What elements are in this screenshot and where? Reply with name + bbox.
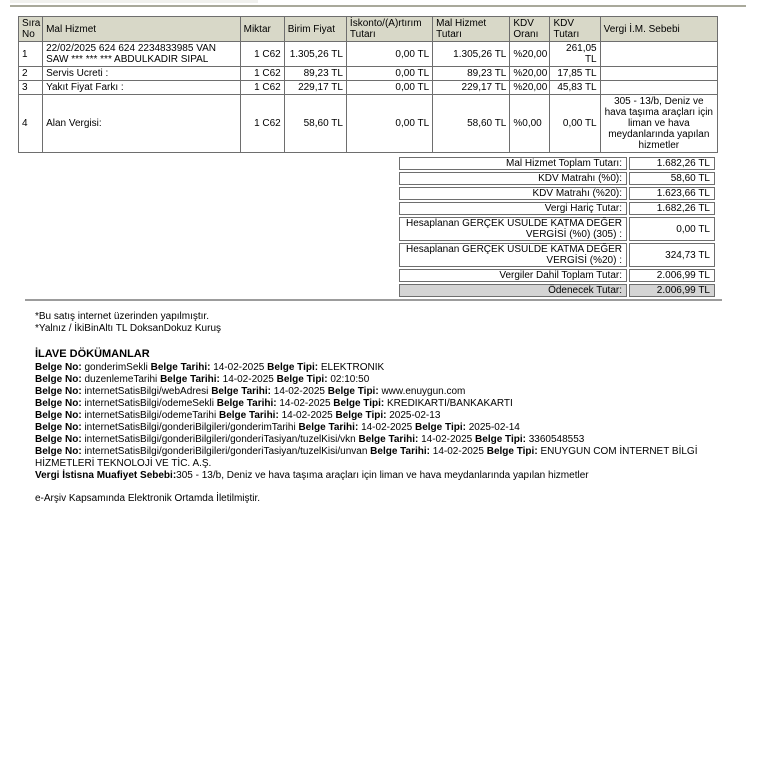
earsiv-footer-note: e-Arşiv Kapsamında Elektronik Ortamda İletilmiştir.	[35, 493, 261, 504]
line-items-table	[18, 16, 718, 153]
item-discount: 0,00 TL	[346, 67, 432, 81]
belge-tipi-label: Belge Tipi:	[415, 422, 466, 433]
belge-no-value: internetSatisBilgi/gonderiBilgileri/gonderiTasiyan/tuzelKisi/vkn	[84, 434, 356, 445]
item-discount: 0,00 TL	[346, 42, 432, 67]
belge-tarihi-value: 14-02-2025	[421, 434, 473, 445]
item-exemption-reason	[600, 67, 717, 81]
col-header-mal-hizmet-tutari: Mal Hizmet Tutarı	[433, 17, 510, 42]
col-header-vergi-im-sebebi: Vergi İ.M. Sebebi	[600, 17, 717, 42]
tax-exemption-label: Vergi İstisna Muafiyet Sebebi:	[35, 470, 177, 481]
belge-tarihi-value: 14-02-2025	[279, 398, 331, 409]
document-entry	[35, 434, 737, 446]
totals-table	[397, 155, 717, 299]
belge-tipi-value: 3360548553	[528, 434, 585, 445]
total-value: 1.682,26 TL	[629, 202, 715, 215]
item-no: 4	[19, 95, 43, 153]
document-entry	[35, 362, 737, 374]
belge-tarihi-value: 14-02-2025	[213, 362, 265, 373]
belge-tipi-label: Belge Tipi:	[486, 446, 538, 457]
total-value: 58,60 TL	[629, 172, 715, 185]
belge-tipi-label: Belge Tipi:	[333, 398, 385, 409]
total-label: Hesaplanan GERÇEK USULDE KATMA DEĞER VERGİSİ (%20) :	[399, 243, 627, 267]
belge-no-label: Belge No:	[35, 386, 82, 397]
belge-tipi-label: Belge Tipi:	[327, 386, 379, 397]
total-value: 2.006,99 TL	[629, 284, 715, 297]
item-name: Servis Ucreti :	[43, 67, 241, 81]
item-no: 3	[19, 81, 43, 95]
belge-tipi-value: 02:10:50	[330, 374, 370, 385]
item-amount: 1.305,26 TL	[433, 42, 510, 67]
belge-no-value: duzenlemeTarihi	[84, 374, 158, 385]
total-label: Vergiler Dahil Toplam Tutar:	[399, 269, 627, 282]
totals-row-vergi-haric	[399, 202, 715, 215]
belge-tipi-value: www.enuygun.com	[381, 386, 466, 397]
total-label: Vergi Hariç Tutar:	[399, 202, 627, 215]
item-name: Yakıt Fiyat Farkı :	[43, 81, 241, 95]
note-internet-sale: *Bu satış internet üzerinden yapılmıştır.	[35, 311, 209, 322]
document-entry	[35, 386, 737, 398]
belge-no-label: Belge No:	[35, 422, 82, 433]
total-value: 1.682,26 TL	[629, 157, 715, 170]
belge-tarihi-value: 14-02-2025	[361, 422, 413, 433]
item-amount: 89,23 TL	[433, 67, 510, 81]
note-amount-in-words: *Yalnız / İkiBinAltı TL DoksanDokuz Kuruş	[35, 323, 222, 334]
item-discount: 0,00 TL	[346, 95, 432, 153]
item-qty: 1 C62	[240, 42, 284, 67]
total-value: 0,00 TL	[629, 217, 715, 241]
belge-tipi-value: 2025-02-13	[389, 410, 441, 421]
belge-no-value: internetSatisBilgi/odemeTarihi	[84, 410, 217, 421]
totals-row-kdv-0	[399, 217, 715, 241]
table-row	[19, 42, 718, 67]
tax-exemption-text: 305 - 13/b, Deniz ve hava taşıma araçları için liman ve hava meydanlarında yapılan hizmetler	[176, 470, 589, 481]
table-row	[19, 67, 718, 81]
col-header-iskonto: İskonto/(A)rtırım Tutarı	[346, 17, 432, 42]
item-exemption-reason	[600, 81, 717, 95]
belge-no-label: Belge No:	[35, 434, 82, 445]
totals-row-vergiler-dahil	[399, 269, 715, 282]
belge-tarihi-label: Belge Tarihi:	[370, 446, 430, 457]
belge-tarihi-label: Belge Tarihi:	[298, 422, 359, 433]
item-vat-rate: %0,00	[510, 95, 550, 153]
total-value: 2.006,99 TL	[629, 269, 715, 282]
item-no: 1	[19, 42, 43, 67]
belge-no-label: Belge No:	[35, 398, 82, 409]
item-vat-rate: %20,00	[510, 42, 550, 67]
item-exemption-reason: 305 - 13/b, Deniz ve hava taşıma araçları için liman ve hava meydanlarında yapılan hizmetler	[600, 95, 717, 153]
totals-row-kdv-matrahi-20	[399, 187, 715, 200]
belge-tarihi-label: Belge Tarihi:	[218, 410, 279, 421]
belge-tarihi-label: Belge Tarihi:	[150, 362, 211, 373]
item-vat-amount: 0,00 TL	[550, 95, 600, 153]
belge-tipi-label: Belge Tipi:	[267, 362, 319, 373]
item-qty: 1 C62	[240, 67, 284, 81]
top-divider-line	[10, 5, 746, 7]
belge-tarihi-value: 14-02-2025	[273, 386, 325, 397]
total-label: Ödenecek Tutar:	[399, 284, 627, 297]
belge-no-value: internetSatisBilgi/odemeSekli	[84, 398, 214, 409]
totals-row-kdv-20	[399, 243, 715, 267]
col-header-kdv-tutari: KDV Tutarı	[550, 17, 600, 42]
belge-no-value: internetSatisBilgi/gonderiBilgileri/gonderiTasiyan/tuzelKisi/unvan	[84, 446, 368, 457]
item-qty: 1 C62	[240, 95, 284, 153]
item-vat-rate: %20,00	[510, 67, 550, 81]
document-entry	[35, 374, 737, 386]
col-header-sira-no: Sıra No	[19, 17, 43, 42]
document-entry	[35, 446, 737, 470]
item-unit-price: 89,23 TL	[284, 67, 346, 81]
belge-no-label: Belge No:	[35, 446, 82, 457]
belge-tarihi-label: Belge Tarihi:	[358, 434, 419, 445]
belge-tipi-label: Belge Tipi:	[335, 410, 387, 421]
total-label: Mal Hizmet Toplam Tutarı:	[399, 157, 627, 170]
item-vat-rate: %20,00	[510, 81, 550, 95]
belge-no-value: internetSatisBilgi/webAdresi	[84, 386, 209, 397]
item-amount: 58,60 TL	[433, 95, 510, 153]
col-header-mal-hizmet: Mal Hizmet	[43, 17, 241, 42]
belge-no-label: Belge No:	[35, 362, 82, 373]
belge-tarihi-label: Belge Tarihi:	[211, 386, 272, 397]
belge-tarihi-value: 14-02-2025	[281, 410, 333, 421]
section-divider-line	[25, 299, 722, 301]
item-name: Alan Vergisi:	[43, 95, 241, 153]
total-value: 1.623,66 TL	[629, 187, 715, 200]
additional-documents-title: İLAVE DÖKÜMANLAR	[35, 348, 150, 360]
item-amount: 229,17 TL	[433, 81, 510, 95]
item-exemption-reason	[600, 42, 717, 67]
item-vat-amount: 261,05 TL	[550, 42, 600, 67]
belge-no-label: Belge No:	[35, 410, 82, 421]
additional-documents-section	[35, 348, 737, 482]
item-discount: 0,00 TL	[346, 81, 432, 95]
belge-tarihi-label: Belge Tarihi:	[216, 398, 277, 409]
belge-no-label: Belge No:	[35, 374, 82, 385]
items-header-row	[19, 17, 718, 42]
belge-tipi-value: KREDIKARTI/BANKAKARTI	[387, 398, 513, 409]
totals-row-mal-hizmet-toplam	[399, 157, 715, 170]
item-vat-amount: 45,83 TL	[550, 81, 600, 95]
invoice-notes	[35, 311, 221, 335]
total-value: 324,73 TL	[629, 243, 715, 267]
document-entry	[35, 398, 737, 410]
col-header-birim-fiyat: Birim Fiyat	[284, 17, 346, 42]
col-header-kdv-orani: KDV Oranı	[510, 17, 550, 42]
total-label: KDV Matrahı (%0):	[399, 172, 627, 185]
belge-tarihi-value: 14-02-2025	[222, 374, 274, 385]
item-unit-price: 229,17 TL	[284, 81, 346, 95]
document-entry	[35, 410, 737, 422]
totals-row-kdv-matrahi-0	[399, 172, 715, 185]
total-label: Hesaplanan GERÇEK USULDE KATMA DEĞER VERGİSİ (%0) (305) :	[399, 217, 627, 241]
tax-exemption-line	[35, 470, 737, 482]
total-label: KDV Matrahı (%20):	[399, 187, 627, 200]
item-vat-amount: 17,85 TL	[550, 67, 600, 81]
totals-row-odenecek	[399, 284, 715, 297]
table-row	[19, 95, 718, 153]
belge-no-value: internetSatisBilgi/gonderiBilgileri/gonderimTarihi	[84, 422, 296, 433]
belge-tipi-value: ENUYGUN COM İNTERNET BİLGİ HİZMETLERİ TEKNOLOJİ VE TİC. A.Ş.	[35, 446, 698, 469]
item-unit-price: 58,60 TL	[284, 95, 346, 153]
item-unit-price: 1.305,26 TL	[284, 42, 346, 67]
belge-tipi-value: 2025-02-14	[468, 422, 520, 433]
belge-tipi-label: Belge Tipi:	[276, 374, 328, 385]
item-name: 22/02/2025 624 624 2234833985 VAN SAW *** *** *** ABDULKADIR SIPAL	[43, 42, 241, 67]
belge-no-value: gonderimSekli	[84, 362, 148, 373]
belge-tipi-value: ELEKTRONIK	[320, 362, 385, 373]
item-no: 2	[19, 67, 43, 81]
col-header-miktar: Miktar	[240, 17, 284, 42]
belge-tarihi-label: Belge Tarihi:	[160, 374, 220, 385]
table-row	[19, 81, 718, 95]
page-top-remnant	[10, 0, 258, 3]
document-entry	[35, 422, 737, 434]
item-qty: 1 C62	[240, 81, 284, 95]
belge-tarihi-value: 14-02-2025	[432, 446, 484, 457]
belge-tipi-label: Belge Tipi:	[475, 434, 526, 445]
